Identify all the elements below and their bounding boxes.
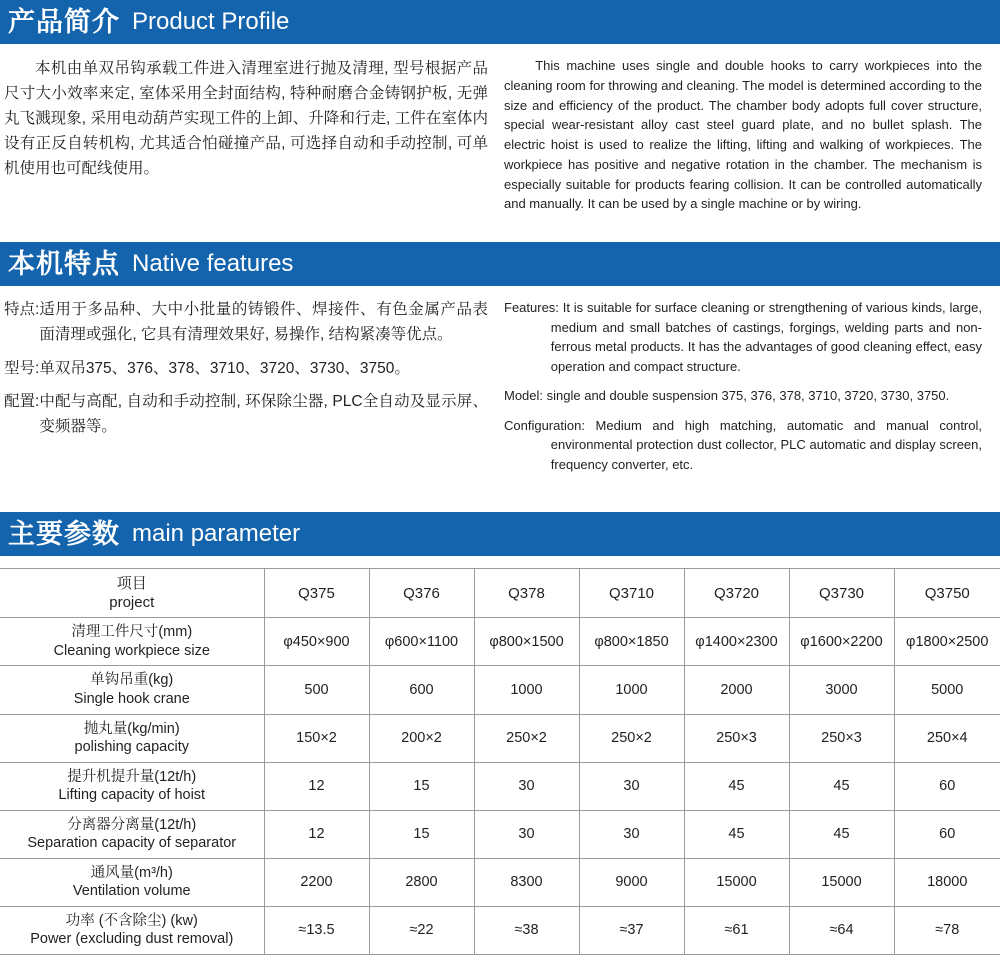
header-label-en: project: [109, 594, 155, 612]
main-parameter-table: [0, 568, 1000, 955]
table-row: [0, 618, 1000, 666]
product-profile-cn-column: [4, 56, 504, 214]
table-cell: 45: [789, 810, 894, 858]
table-cell: ≈37: [579, 906, 684, 954]
table-cell: 15000: [789, 858, 894, 906]
table-cell: 30: [474, 810, 579, 858]
row-label-cn: 单钩吊重(kg): [90, 672, 174, 689]
table-cell: 250×2: [474, 714, 579, 762]
section-title-cn: 产品简介: [8, 6, 120, 37]
table-cell: φ450×900: [264, 618, 369, 666]
table-cell: 2000: [684, 666, 789, 714]
feature-text: 单双吊375、376、378、3710、3720、3730、3750。: [39, 359, 410, 377]
table-cell: 1000: [579, 666, 684, 714]
section-header-main-parameter: [0, 512, 1000, 556]
row-label: [0, 666, 264, 714]
table-cell: 250×3: [684, 714, 789, 762]
table-header-project: [0, 569, 264, 618]
table-cell: ≈78: [894, 906, 1000, 954]
row-label-cn: 分离器分离量(12t/h): [67, 816, 197, 833]
table-cell: ≈61: [684, 906, 789, 954]
table-cell: φ800×1500: [474, 618, 579, 666]
table-cell: 200×2: [369, 714, 474, 762]
table-cell: ≈13.5: [264, 906, 369, 954]
table-cell: 1000: [474, 666, 579, 714]
row-label: [0, 810, 264, 858]
product-profile-en-text: This machine uses single and double hooks to carry workpieces into the cleaning room for throwing and cleaning. The model is determined according to the size and efficiency of the product. The chamber body adopts full cover structure, special wear-resistant alloy cast steel guard plate, and no bullet splash. The electric hoist is used to realize the lifting, lifting and walking of workpieces. The workpiece has positive and negative rotation in the chamber. The mechanism is especially suitable for products fearing collision. It can be controlled automatically and manually. It can be used by a single machine or by wiring.: [504, 58, 982, 212]
table-row: [0, 714, 1000, 762]
native-features-en-column: [504, 298, 982, 484]
table-cell: 15: [369, 810, 474, 858]
table-cell: ≈64: [789, 906, 894, 954]
table-row: [0, 810, 1000, 858]
table-cell: ≈22: [369, 906, 474, 954]
table-cell: 15: [369, 762, 474, 810]
section-title-en: Product Profile: [132, 8, 290, 35]
table-cell: φ600×1100: [369, 618, 474, 666]
table-cell: φ1600×2200: [789, 618, 894, 666]
section-header-product-profile: [0, 0, 1000, 44]
table-cell: φ1800×2500: [894, 618, 1000, 666]
table-cell: 45: [684, 762, 789, 810]
product-profile-en-column: [504, 56, 982, 214]
row-label-en: Ventilation volume: [72, 883, 191, 900]
table-cell: 30: [579, 810, 684, 858]
table-header-model: Q3750: [894, 569, 1000, 618]
row-label-en: polishing capacity: [74, 739, 189, 756]
table-cell: 60: [894, 762, 1000, 810]
table-cell: 250×4: [894, 714, 1000, 762]
row-label-en: Single hook crane: [73, 691, 190, 708]
table-row: [0, 762, 1000, 810]
table-cell: 2800: [369, 858, 474, 906]
section-title-en: Native features: [132, 250, 294, 277]
feature-label: 特点:: [4, 301, 40, 318]
product-profile-cn-text: 本机由单双吊钩承载工件进入清理室进行抛及清理, 型号根据产品尺寸大小效率来定, 室体采用全封面结构, 特种耐磨合金铸钢护板, 无弹丸飞溅现象, 采用电动葫芦实现工件的上卸、升降和行走, 工件在室体内设有正反自转机构, 尤其适合怕碰撞产品, 可选择自动和手动控制, 可单机使用也可配线使用。: [4, 60, 488, 178]
row-label: [0, 762, 264, 810]
section-title-cn: 本机特点: [8, 248, 120, 279]
table-header-model: Q3720: [684, 569, 789, 618]
feature-label: 配置:: [4, 393, 40, 411]
table-cell: 2200: [264, 858, 369, 906]
feature-row: [4, 390, 488, 440]
row-label-en: Power (excluding dust removal): [30, 931, 234, 948]
table-cell: 600: [369, 666, 474, 714]
table-cell: 5000: [894, 666, 1000, 714]
table-cell: 150×2: [264, 714, 369, 762]
table-cell: 500: [264, 666, 369, 714]
native-features-cn-column: [4, 298, 504, 484]
table-cell: 60: [894, 810, 1000, 858]
table-cell: 45: [684, 810, 789, 858]
feature-text: 适用于多品种、大中小批量的铸锻件、焊接件、有色金属产品表面清理或强化, 它具有清理效果好, 易操作, 结构紧凑等优点。: [39, 301, 488, 343]
table-cell: 12: [264, 762, 369, 810]
table-header-model: Q376: [369, 569, 474, 618]
table-cell: φ1400×2300: [684, 618, 789, 666]
table-cell: 30: [474, 762, 579, 810]
table-cell: 250×3: [789, 714, 894, 762]
product-profile-body: [0, 44, 1000, 214]
table-cell: 250×2: [579, 714, 684, 762]
row-label: [0, 618, 264, 666]
row-label: [0, 714, 264, 762]
row-label-cn: 抛丸量(kg/min): [83, 720, 180, 737]
feature-en-row: Configuration: Medium and high matching, automatic and manual control, environmental protection dust collector, PLC automatic and display screen, frequency converter, etc.: [504, 417, 982, 472]
feature-en-row: Model: single and double suspension 375, 376, 378, 3710, 3720, 3730, 3750.: [504, 388, 950, 403]
table-cell: 15000: [684, 858, 789, 906]
table-cell: 12: [264, 810, 369, 858]
row-label-cn: 功率 (不含除尘) (kw): [65, 912, 198, 929]
table-header-model: Q3710: [579, 569, 684, 618]
feature-row: [4, 298, 488, 348]
native-features-body: [0, 286, 1000, 484]
table-cell: 3000: [789, 666, 894, 714]
row-label: [0, 906, 264, 954]
row-label-en: Lifting capacity of hoist: [58, 787, 206, 804]
row-label-en: Cleaning workpiece size: [53, 642, 210, 659]
row-label: [0, 858, 264, 906]
table-cell: 18000: [894, 858, 1000, 906]
table-cell: 30: [579, 762, 684, 810]
row-label-cn: 清理工件尺寸(mm): [71, 624, 193, 641]
table-cell: ≈38: [474, 906, 579, 954]
header-label-cn: 项目: [116, 575, 147, 592]
feature-label: 型号:: [4, 359, 40, 377]
table-row: [0, 906, 1000, 954]
table-header-model: Q378: [474, 569, 579, 618]
table-row: [0, 666, 1000, 714]
section-title-cn: 主要参数: [8, 518, 120, 549]
table-cell: 8300: [474, 858, 579, 906]
section-title-en: main parameter: [132, 520, 301, 547]
table-header-model: Q375: [264, 569, 369, 618]
table-row: [0, 858, 1000, 906]
section-header-native-features: [0, 242, 1000, 286]
row-label-cn: 提升机提升量(12t/h): [67, 768, 197, 785]
table-cell: 9000: [579, 858, 684, 906]
table-cell: φ800×1850: [579, 618, 684, 666]
feature-row: [4, 357, 488, 382]
row-label-cn: 通风量(m³/h): [90, 864, 173, 881]
row-label-en: Separation capacity of separator: [27, 835, 237, 852]
table-cell: 45: [789, 762, 894, 810]
table-header-model: Q3730: [789, 569, 894, 618]
feature-en-row: Features: It is suitable for surface cleaning or strengthening of various kinds, large, medium and small batches of castings, forgings, welding parts and non-ferrous metal products. It has the advantages of good cleaning effect, easy operation and compact structure.: [504, 300, 982, 374]
feature-text: 中配与高配, 自动和手动控制, 环保除尘器, PLC全自动及显示屏、变频器等。: [39, 393, 488, 436]
table-header-row: [0, 569, 1000, 618]
